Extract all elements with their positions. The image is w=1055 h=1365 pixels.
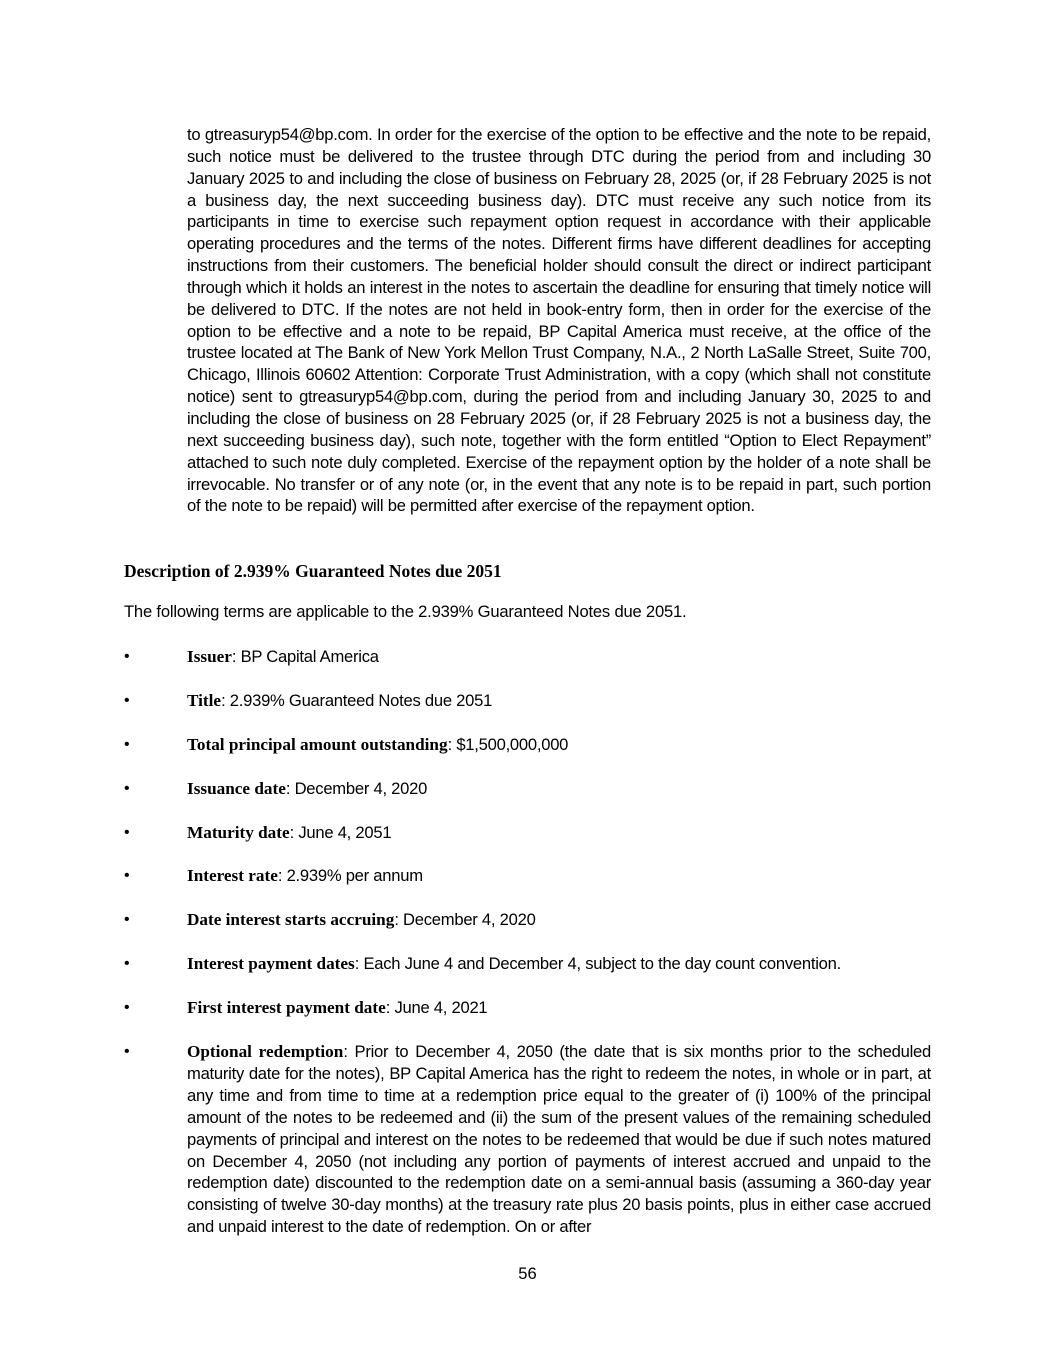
page-number: 56 [518, 1264, 537, 1283]
repayment-option-paragraph: to gtreasuryp54@bp.com. In order for the exercise of the option to be effective and the note to be repaid, such notice must be delivered to the trustee through DTC during the period from and including 30 January 2025 to and including the close of business on February 28, 2025 (or, if 28 February 2025 is not a business day, the next succeeding business day). DTC must receive any such notice from its participants in time to exercise such repayment option request in accordance with their applicable operating procedures and the terms of the notes. Different firms have different deadlines for accepting instructions from their customers. The beneficial holder should consult the direct or indirect participant through which it holds an interest in the notes to ascertain the deadline for ensuring that timely notice will be delivered to DTC. If the notes are not held in book-entry form, then in order for the exercise of the option to be effective and a note to be repaid, BP Capital America must receive, at the office of the trustee located at The Bank of New York Mellon Trust Company, N.A., 2 North LaSalle Street, Suite 700, Chicago, Illinois 60602 Attention: Corporate Trust Administration, with a copy (which shall not constitute notice) sent to gtreasuryp54@bp.com, during the period from and including January 30, 2025 to and including the close of business on 28 February 2025 (or, if 28 February 2025 is not a business day, the next succeeding business day), such note, together with the form entitled “Option to Elect Repayment” attached to such note duly completed. Exercise of the repayment option by the holder of a note shall be irrevocable. No transfer or of any note (or, in the event that any note is to be repaid in part, such portion of the note to be repaid) will be permitted after exercise of the repayment option. [187, 125, 931, 516]
term-value: : $1,500,000,000 [447, 735, 569, 754]
bullet-icon: • [124, 692, 130, 709]
bullet-icon: • [124, 780, 130, 797]
bullet-icon: • [124, 1043, 130, 1060]
term-label: Issuer [187, 647, 232, 666]
term-label: Issuance date [187, 779, 286, 798]
term-value: : December 4, 2020 [394, 910, 536, 929]
bullet-icon: • [124, 999, 130, 1016]
term-value: : June 4, 2021 [385, 998, 488, 1017]
term-label: Interest rate [187, 866, 278, 885]
term-label: Date interest starts accruing [187, 910, 395, 929]
intro-paragraph: The following terms are applicable to the 2.939% Guaranteed Notes due 2051. [124, 602, 687, 621]
section-heading: Description of 2.939% Guaranteed Notes due 2051 [124, 561, 502, 581]
term-value: : BP Capital America [231, 647, 379, 666]
bullet-icon: • [124, 824, 130, 841]
term-value: : Prior to December 4, 2050 (the date that is six months prior to the scheduled maturity date for the notes), BP Capital America has the right to redeem the notes, in whole or in part, at any time and from time to time at a redemption price equal to the greater of (i) 100% of the principal amount of the notes to be redeemed and (ii) the sum of the present values of the remaining scheduled payments of principal and interest on the notes to be redeemed that would be due if such notes matured on December 4, 2050 (not including any portion of payments of interest accrued and unpaid to the redemption date) discounted to the redemption date on a semi-annual basis (assuming a 360-day year consisting of twelve 30-day months) at the treasury rate plus 20 basis points, plus in either case accrued and unpaid interest to the date of redemption. On or after [187, 1042, 931, 1237]
term-label: Maturity date [187, 823, 290, 842]
term-label: Total principal amount outstanding [187, 735, 448, 754]
term-value: : June 4, 2051 [289, 823, 392, 842]
bullet-icon: • [124, 867, 130, 884]
bullet-icon: • [124, 955, 130, 972]
bullet-icon: • [124, 911, 130, 928]
term-label: Title [187, 691, 222, 710]
term-value: : December 4, 2020 [285, 779, 428, 798]
term-value: : 2.939% Guaranteed Notes due 2051 [221, 691, 493, 710]
term-label: Optional redemption [187, 1042, 344, 1061]
term-value: : 2.939% per annum [277, 866, 423, 885]
term-label: Interest payment dates [187, 954, 355, 973]
term-value: : Each June 4 and December 4, subject to the day count convention. [354, 954, 841, 973]
term-label: First interest payment date [187, 998, 386, 1017]
bullet-icon: • [124, 736, 130, 753]
bullet-icon: • [124, 648, 130, 665]
